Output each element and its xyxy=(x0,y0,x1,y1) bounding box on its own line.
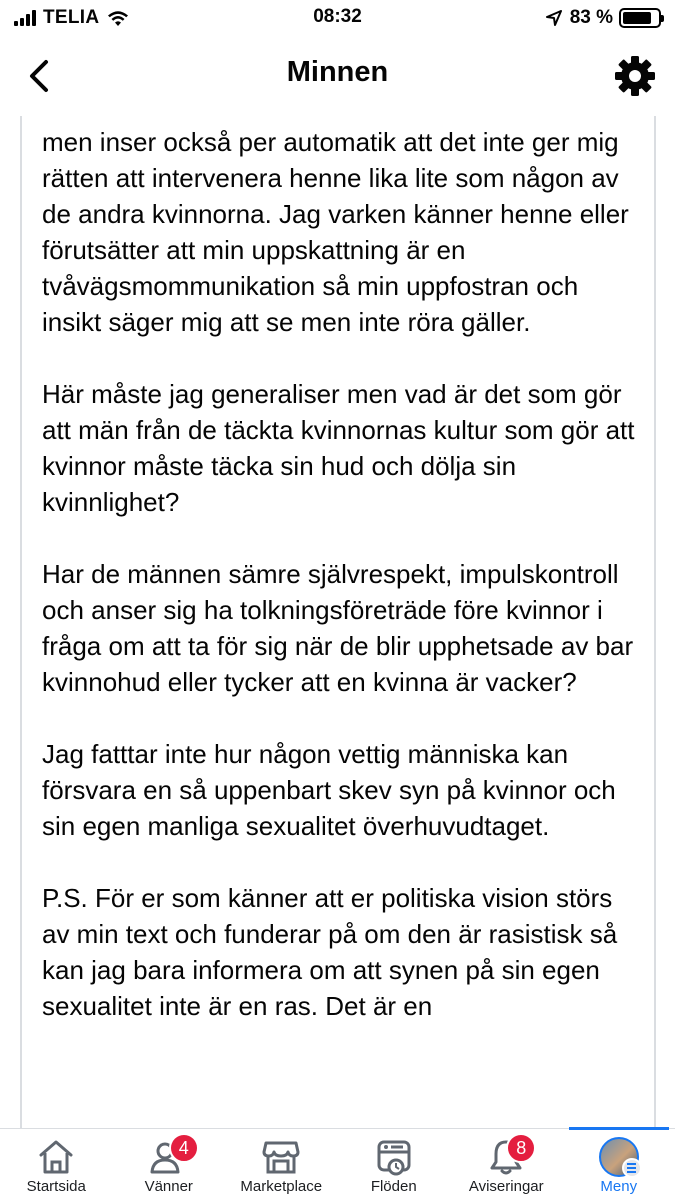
chevron-left-icon xyxy=(22,54,58,98)
memory-post xyxy=(20,116,656,1128)
tab-aviseringar[interactable] xyxy=(450,1129,563,1200)
tab-label: Meny xyxy=(600,1178,638,1195)
location-icon xyxy=(546,10,562,26)
nav-header xyxy=(0,36,675,116)
post-paragraph: Här måste jag generaliser men vad är det som gör att män från de täckta kvinnornas kultur som gör att kvinnor måste täcka sin hud och dölja sin kvinnlighet? xyxy=(42,379,635,517)
carrier-name: TELIA xyxy=(43,7,100,28)
tab-marketplace[interactable] xyxy=(225,1129,338,1200)
battery-percent: 83 % xyxy=(569,7,613,28)
post-paragraph: men inser också per automatik att det inte ger mig rätten att intervenera henne lika lite som någon av de andra kvinnorna. Jag varken känner henne eller förutsätter att min uppskattning är en tvåvägsmommunikation så min uppfostran och insikt säger mig att se men inte röra gäller. xyxy=(42,127,629,337)
post-paragraph: P.S. För er som känner att er politiska vision störs av min text och funderar på om den är rasistisk så kan jag bara informera om att synen på sin egen sexualitet inte är en ras. Det är en xyxy=(42,883,618,1021)
notifications-badge: 8 xyxy=(506,1133,536,1163)
gear-icon xyxy=(613,54,657,98)
battery-icon xyxy=(619,8,661,28)
tab-label: Startsida xyxy=(26,1178,86,1195)
post-paragraph: Har de männen sämre självrespekt, impulskontroll och anser sig ha tolkningsföreträde före kvinnor i fråga om att ta för sig när de blir upphetsade av bar kvinnohud eller tycker att en kvinna är vacker? xyxy=(42,559,634,697)
menu-icon xyxy=(622,1158,642,1178)
clock: 08:32 xyxy=(313,6,362,27)
tab-label: Vänner xyxy=(144,1178,193,1195)
home-icon xyxy=(36,1137,76,1177)
marketplace-icon xyxy=(261,1137,301,1177)
feeds-icon xyxy=(374,1137,414,1177)
tab-startsida[interactable] xyxy=(0,1129,113,1200)
tab-meny[interactable] xyxy=(563,1129,675,1200)
bottom-tab-bar xyxy=(0,1128,675,1200)
friends-badge: 4 xyxy=(169,1133,199,1163)
tab-floden[interactable] xyxy=(338,1129,451,1200)
active-tab-indicator xyxy=(569,1127,670,1130)
avatar xyxy=(599,1137,639,1177)
post-text xyxy=(22,116,654,1024)
back-button[interactable] xyxy=(22,54,58,98)
tab-label: Flöden xyxy=(370,1178,417,1195)
tab-label: Aviseringar xyxy=(468,1178,544,1195)
tab-vanner[interactable] xyxy=(113,1129,226,1200)
tab-label: Marketplace xyxy=(240,1178,323,1195)
settings-button[interactable] xyxy=(613,54,657,98)
post-paragraph: Jag fatttar inte hur någon vettig människa kan försvara en så uppenbart skev syn på kvinnor och sin egen manliga sexualitet överhuvudtaget. xyxy=(42,739,616,841)
page-title: Minnen xyxy=(286,56,389,88)
status-bar xyxy=(0,0,675,36)
